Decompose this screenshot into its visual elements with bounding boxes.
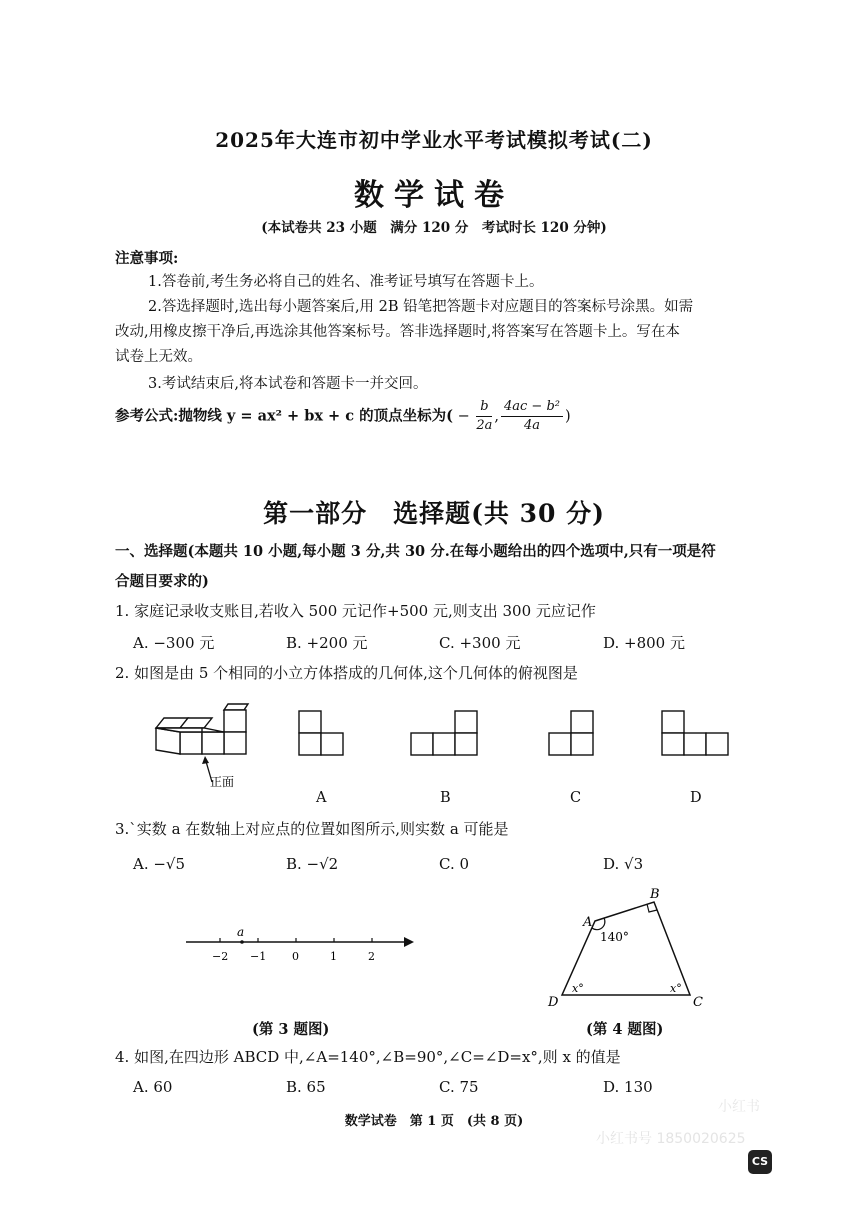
q4-figure-caption: (第 4 题图) — [586, 1021, 664, 1038]
q1-option-d: D. +800 元 — [603, 634, 685, 652]
formula-minus: − — [452, 408, 475, 425]
q2-option-c-label: C — [570, 790, 582, 806]
q4-option-d: D. 130 — [603, 1078, 653, 1096]
q3-option-b: B. −√2 — [286, 855, 339, 873]
front-label: 正面 — [210, 775, 235, 789]
tick-minus-1: −1 — [250, 950, 267, 963]
q3-option-d: D. √3 — [603, 855, 644, 873]
exam-info: (本试卷共 23 小题 满分 120 分 考试时长 120 分钟) — [261, 220, 607, 236]
q2-option-a-label: A — [316, 790, 327, 806]
q3-figure-caption: (第 3 题图) — [252, 1021, 330, 1038]
q4-quadrilateral — [540, 878, 720, 1014]
tick-minus-2: −2 — [212, 950, 229, 963]
exam-title: 2025年大连市初中学业水平考试模拟考试(二) — [215, 128, 653, 152]
page-footer: 数学试卷 第 1 页 (共 8 页) — [344, 1114, 524, 1129]
vertex-c: C — [693, 995, 703, 1010]
formula-comma: , — [494, 408, 499, 425]
q1-option-a: A. −300 元 — [133, 634, 215, 652]
formula-fraction-1 — [476, 398, 492, 435]
q2-option-b-view — [410, 710, 480, 758]
q2-option-d-view — [661, 710, 731, 758]
q2-option-b-label: B — [440, 790, 451, 806]
fraction-1-numerator: b — [476, 398, 492, 417]
formula-prefix: 参考公式:抛物线 y = ax² + bx + c 的顶点坐标为( — [115, 407, 453, 425]
q4-option-c: C. 75 — [439, 1078, 479, 1096]
q3-number-line — [180, 922, 420, 968]
formula-suffix: ) — [565, 408, 571, 425]
angle-c-label: x° — [670, 982, 682, 995]
vertex-d: D — [548, 995, 559, 1010]
q4-option-a: A. 60 — [133, 1078, 173, 1096]
number-line-point-a: a — [237, 925, 245, 939]
fraction-2-denominator: 4a — [523, 418, 541, 433]
note-item-1: 1.答卷前,考生务必将自己的姓名、准考证号填写在答题卡上。 — [148, 274, 544, 290]
section-1-instructions-line-1: 一、选择题(本题共 10 小题,每小题 3 分,共 30 分.在每小题给出的四个选项中,只有一项是符 — [115, 543, 716, 560]
watermark-brand: 小红书 — [718, 1099, 760, 1115]
fraction-2-numerator: 4ac − b² — [501, 398, 563, 417]
question-1-stem: 1. 家庭记录收支账目,若收入 500 元记作+500 元,则支出 300 元应记作 — [115, 602, 596, 620]
note-item-3: 3.考试结束后,将本试卷和答题卡一并交回。 — [148, 376, 428, 392]
vertex-b: B — [650, 887, 660, 902]
q4-option-b: B. 65 — [286, 1078, 326, 1096]
section-1-title: 第一部分 选择题(共 30 分) — [263, 499, 605, 528]
tick-1: 1 — [330, 950, 337, 963]
q3-option-a: A. −√5 — [133, 855, 186, 873]
section-1-instructions-line-2: 合题目要求的) — [115, 573, 209, 590]
note-item-2-line-2: 改动,用橡皮擦干净后,再选涂其他答案标号。答非选择题时,将答案写在答题卡上。写在本 — [115, 324, 680, 340]
angle-a-label: 140° — [600, 930, 629, 944]
note-item-2-line-3: 试卷上无效。 — [115, 349, 202, 365]
q2-option-a-view — [298, 710, 346, 758]
question-2-stem: 2. 如图是由 5 个相同的小立方体搭成的几何体,这个几何体的俯视图是 — [115, 664, 578, 682]
vertex-a: A — [583, 915, 593, 930]
q2-option-d-label: D — [690, 790, 702, 806]
scanner-logo-icon: CS — [748, 1150, 772, 1174]
reference-formula — [115, 398, 571, 435]
fraction-1-denominator: 2a — [476, 418, 493, 433]
q2-solid-figure — [150, 696, 260, 792]
q1-option-c: C. +300 元 — [439, 634, 521, 652]
watermark-id: 小红书号 1850020625 — [596, 1131, 746, 1147]
q1-option-b: B. +200 元 — [286, 634, 368, 652]
q3-option-c: C. 0 — [439, 855, 470, 873]
subject-title: 数学试卷 — [354, 178, 514, 213]
q2-option-c-view — [548, 710, 596, 758]
angle-d-label: x° — [572, 982, 584, 995]
tick-2: 2 — [368, 950, 375, 963]
tick-0: 0 — [292, 950, 299, 963]
question-4-stem: 4. 如图,在四边形 ABCD 中,∠A=140°,∠B=90°,∠C=∠D=x°,则 x 的值是 — [115, 1048, 621, 1066]
note-item-2-line-1: 2.答选择题时,选出每小题答案后,用 2B 铅笔把答题卡对应题目的答案标号涂黑。如需 — [148, 299, 694, 315]
question-3-stem: 3.`实数 a 在数轴上对应点的位置如图所示,则实数 a 可能是 — [115, 820, 509, 838]
notes-heading: 注意事项: — [115, 250, 179, 267]
formula-fraction-2 — [501, 398, 563, 435]
